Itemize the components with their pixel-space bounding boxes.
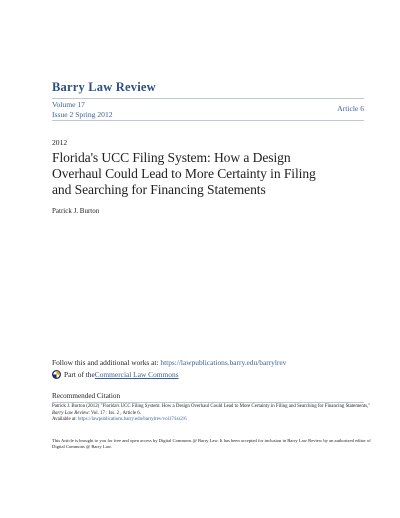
publication-year: 2012: [52, 138, 68, 147]
title-line: Overhaul Could Lead to More Certainty in Filing: [52, 166, 316, 181]
volume-link[interactable]: Volume 17: [52, 100, 85, 109]
title-line: and Searching for Financing Statements: [52, 182, 266, 197]
follow-line: [52, 358, 286, 367]
digital-commons-icon: [52, 370, 61, 379]
part-of-prefix: Part of the: [64, 370, 95, 379]
citation-part2: : Vol. 17 : Iss. 2 , Article 6.: [88, 410, 141, 416]
header-rule-bottom: [52, 120, 364, 121]
citation-rule: [52, 402, 364, 403]
citation-text: [52, 404, 372, 424]
recommended-citation-heading: Recommended Citation: [52, 392, 121, 400]
title-line: Florida's UCC Filing System: How a Design: [52, 150, 291, 165]
part-of-line: [52, 370, 179, 379]
author-name[interactable]: Patrick J. Burton: [52, 207, 100, 215]
citation-journal: Barry Law Review: [52, 410, 89, 416]
available-url-link[interactable]: https://lawpublications.barry.edu/barrylrev/vol17/iss2/6: [77, 417, 187, 423]
available-prefix: Available at:: [52, 417, 78, 423]
access-notice: This Article is brought to you for free and open access by Digital Commons @ Barry Law. It has been accepted for inclusion in Barry Law Review by an authorized editor of Digital Commons @ Barry Law.: [52, 438, 371, 450]
journal-title[interactable]: Barry Law Review: [52, 80, 156, 94]
follow-url-link[interactable]: https://lawpublications.barry.edu/barrylrev: [160, 358, 287, 367]
commercial-law-commons-link[interactable]: Commercial Law Commons: [94, 370, 179, 379]
citation-part1: Patrick J. Burton (2012) "Florida's UCC Filing System: How a Design Overhaul Could Lead to More Certainty in Filing and Searching for Financing Statements,": [52, 404, 371, 409]
volume-issue-block: [52, 100, 113, 120]
follow-prefix: Follow this and additional works at:: [52, 358, 161, 367]
article-title: [52, 150, 372, 198]
issue-link[interactable]: Issue 2 Spring 2012: [52, 110, 113, 119]
header-rule-top: [52, 98, 364, 99]
article-number-link[interactable]: Article 6: [337, 104, 364, 113]
